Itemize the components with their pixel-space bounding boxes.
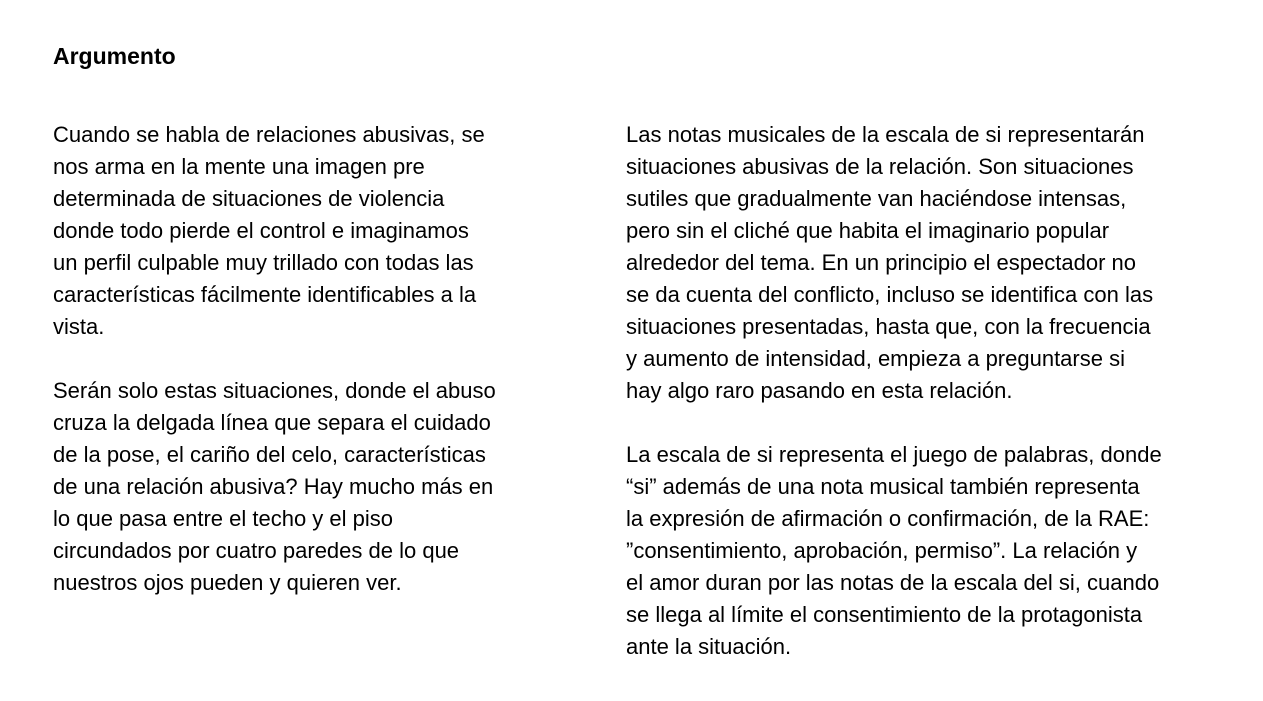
- paragraph-gap: [53, 343, 548, 375]
- left-paragraph-1: Cuando se habla de relaciones abusivas, se nos arma en la mente una imagen pre determinada de situaciones de violencia donde todo pierde el control e imaginamos un perfil culpable muy trillado con todas las características fácilmente identificables a la vista.: [53, 122, 485, 339]
- slide-title: Argumento: [53, 43, 176, 69]
- right-column: [626, 119, 1226, 663]
- left-paragraph-2: Serán solo estas situaciones, donde el abuso cruza la delgada línea que separa el cuidado de la pose, el cariño del celo, características de una relación abusiva? Hay mucho más en lo que pasa entre el techo y el piso circundados por cuatro paredes de lo que nuestros ojos pueden y quieren ver.: [53, 378, 496, 595]
- paragraph-gap: [626, 407, 1226, 439]
- right-paragraph-1: Las notas musicales de la escala de si representarán situaciones abusivas de la relación. Son situaciones sutiles que gradualmente van haciéndose intensas, pero sin el cliché que habita el imaginario popular alrededor del tema. En un principio el espectador no se da cuenta del conflicto, incluso se identifica con las situaciones presentadas, hasta que, con la frecuencia y aumento de intensidad, empieza a preguntarse si hay algo raro pasando en esta relación.: [626, 122, 1154, 403]
- right-paragraph-2: La escala de si representa el juego de palabras, donde “si” además de una nota musical también representa la expresión de afirmación o confirmación, de la RAE: ”consentimiento, aprobación, permiso”. La relación y el amor duran por las notas de la escala del si, cuando se llega al límite el consentimiento de la protagonista ante la situación.: [626, 442, 1162, 659]
- left-column: [53, 119, 548, 599]
